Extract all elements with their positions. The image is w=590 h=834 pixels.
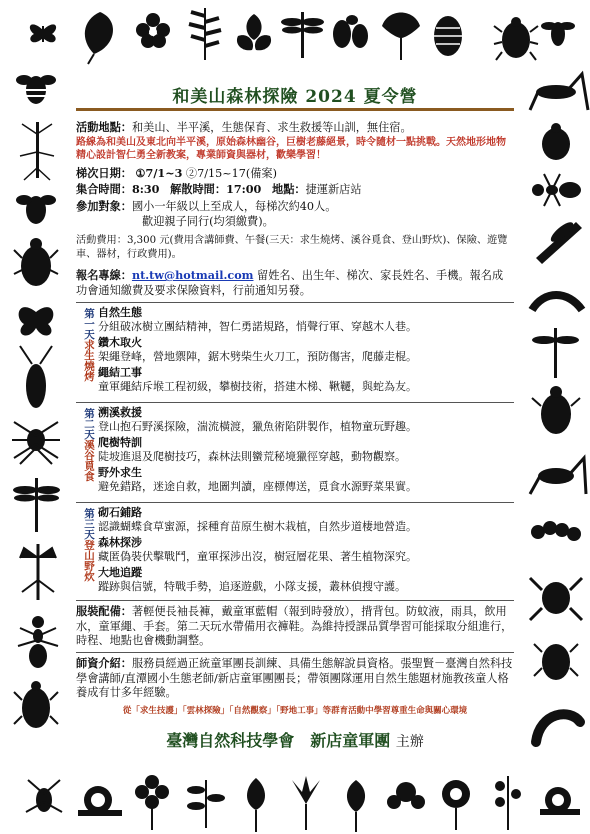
page-title: 和美山森林探險 2024 夏令營 [172, 87, 418, 107]
participants-section [76, 199, 514, 229]
participants-label: 參加對象： [76, 199, 132, 213]
day-3-theme: 登山野炊 [83, 539, 95, 582]
dates-value-2: ②7/15~17(備案) [185, 167, 277, 180]
seeds-icon [333, 15, 368, 48]
instructors-text: 服務員經過正統童軍團長訓練、具備生態解說員資格。張聖賢－臺灣自然科技學會講師/直潭國小生態老師/新店童軍團團長；帶領團隊運用自然生態題材施教孩童人格養成有廿多年經驗。 [76, 657, 513, 699]
dates-value-1: ①7/1~3 [135, 166, 183, 180]
title-divider [76, 108, 514, 111]
day-2-activity-3 [98, 466, 514, 494]
register-label: 報名專線： [76, 268, 132, 282]
millipede-icon [532, 295, 582, 310]
instructors-label: 師資介紹： [76, 656, 132, 670]
activity-desc: 陡坡進退及爬樹技巧，森林法則蠻荒秘境獵徑穿越，動物觀察。 [98, 450, 406, 463]
fee-label: 活動費用： [76, 235, 127, 246]
day-1-theme: 求生燒烤 [83, 339, 95, 382]
day-3-block [76, 506, 514, 606]
leaf-icon [85, 12, 113, 64]
section-divider-2 [76, 402, 514, 403]
day-1-block [76, 306, 514, 410]
activity-name: 森林探涉 [98, 536, 142, 549]
organizer-line [72, 728, 518, 751]
location-note: 路線為和美山及東北向半平溪，原始森林幽谷，巨樹老藤絕景，時令隨材一點挑戰。天然地形地物精心設計智仁勇全新教案，專業師資與器材，歡樂學習！ [76, 137, 506, 161]
clothing-text: 著輕便長袖長褲，戴童軍藍帽（報到時發放），揹背包。防蚊液，雨具，飲用水，童軍繩、手套。第二天玩水帶備用衣褲鞋。為維持授課品質學習可能採取分組進行，時程、地點也會機動調整。 [76, 605, 513, 647]
sprig-icon [495, 776, 521, 830]
day-2-number: 第二天 [83, 408, 95, 440]
activity-desc: 登山抱石野溪探險，湍流橫渡，獵魚術陷阱製作，植物童玩野趣。 [98, 420, 417, 433]
bee-icon [16, 75, 56, 104]
register-email-link[interactable]: nt.tw@hotmail.com [131, 268, 254, 282]
day-2-label [76, 408, 94, 482]
snail-icon [78, 786, 122, 816]
location-value: 和美山、半平溪，生態保育、求生救援等山訓，無住宿。 [131, 121, 412, 134]
top-silhouette-border [0, 0, 590, 70]
bug-icon [534, 644, 578, 680]
fly-icon [541, 22, 575, 46]
day-1-label [76, 308, 94, 382]
orchid-icon [387, 782, 425, 809]
assembly-value: 8:30 [131, 182, 160, 196]
leaf-pair-icon [347, 780, 365, 832]
dates-section [76, 166, 514, 182]
dragonfly-icon-3 [532, 328, 579, 378]
activity-desc: 童軍繩結斥堠工程初級，攀樹技術，搭建木梯、鞦韆，與蛇為友。 [98, 380, 417, 393]
flower-icon [136, 13, 170, 48]
dismiss-label: 解散時間： [170, 182, 227, 196]
ant-icon-2 [532, 174, 581, 206]
right-silhouette-border [520, 70, 590, 764]
register-section [76, 268, 514, 298]
day-3-label [76, 508, 94, 582]
beetle-icon-2 [14, 238, 58, 286]
activity-name: 自然生態 [98, 306, 142, 319]
plant-icon [187, 780, 225, 828]
left-silhouette-border [0, 70, 70, 764]
beetle-icon-3 [14, 681, 58, 728]
ant-icon [18, 616, 58, 668]
location-section [76, 120, 514, 136]
day-3-activity-3 [98, 566, 514, 594]
mantis-icon [20, 544, 56, 600]
day-1-number: 第一天 [83, 308, 95, 340]
larva-icon [536, 714, 580, 742]
day-3-activity-2 [98, 536, 514, 564]
spider-icon [12, 422, 60, 464]
activity-desc: 藏匿偽裝伏擊戰鬥，童軍探涉出沒，樹冠層花果、著生植物深究。 [98, 550, 417, 563]
organizer-name: 臺灣自然科技學會 新店童軍團 [166, 731, 391, 750]
day-1-activity-3 [98, 366, 514, 394]
day-3-number: 第三天 [83, 508, 95, 540]
section-divider-3 [76, 502, 514, 503]
activity-name: 大地追蹤 [98, 566, 142, 579]
activity-name: 野外求生 [98, 466, 142, 479]
dismiss-value: 17:00 [226, 182, 262, 196]
clothing-label: 服裝配備： [76, 604, 132, 618]
dates-label: 梯次日期： [76, 166, 132, 180]
register-value: 留姓名、出生年、梯次、家長姓名、手機。報名成功會通知繳費及要求保險資料，行前通知另發。 [76, 269, 504, 297]
ginkgo-leaf-icon [382, 13, 420, 61]
longhorn-beetle-icon [20, 346, 52, 408]
bottom-silhouette-border [0, 764, 590, 834]
stick-insect-icon [20, 122, 54, 180]
wasp-icon [536, 219, 582, 264]
section-divider-5 [76, 652, 514, 653]
section-divider-4 [76, 600, 514, 601]
spider-icon-2 [26, 780, 62, 812]
fern-icon [189, 8, 221, 60]
location-label: 活動地點： [76, 120, 132, 134]
instructors-section [76, 656, 514, 701]
grasshopper-icon [530, 74, 588, 110]
fee-value: 3,300 元(費用含講師費、午餐(三天：求生燒烤、溪谷覓食、登山野炊)、保險、遊覽車、器材，行政費用)。 [76, 235, 508, 260]
snail-icon-2 [540, 787, 580, 815]
cricket-icon [530, 458, 586, 494]
activity-desc: 分組破冰樹立團結精神，智仁勇諾規路，悄聲行軍、穿越木人巷。 [98, 320, 417, 333]
activity-desc: 架繩登峰，營地禦陣，鋸木劈柴生火刀工，預防傷害，爬藤走棍。 [98, 350, 417, 363]
bloom-icon [247, 778, 265, 832]
day-1-activity-1 [98, 306, 514, 334]
beetle-icon [494, 17, 538, 60]
moth-icon [19, 307, 54, 335]
bee-icon-2 [16, 195, 56, 224]
activity-desc: 避免錯路，迷途自救，地圖判讀，座標傳送，覓食水源野菜果實。 [98, 480, 417, 493]
activity-name: 砌石鋪路 [98, 506, 142, 519]
activity-desc: 蹤跡與信號，特戰手勢，追逐遊戲，小隊支援，叢林偵搜守護。 [98, 580, 406, 593]
day-1-activity-2 [98, 336, 514, 364]
footnote: 從「求生技護」「雲林探險」「自然觀察」「野地工事」等群育活動中學習尊重生命與關心環境 [122, 706, 468, 716]
day-2-activity-1 [98, 406, 514, 434]
day-2-block [76, 406, 514, 506]
day-3-activity-1 [98, 506, 514, 534]
frog-icon [530, 578, 582, 620]
place-label: 地點： [272, 182, 306, 196]
daisy-icon [442, 780, 470, 830]
leaves-icon [237, 14, 271, 50]
ladybug-icon [542, 123, 570, 160]
day-2-activity-2 [98, 436, 514, 464]
assembly-label: 集合時間： [76, 182, 132, 196]
activity-name: 鑽木取火 [98, 336, 142, 349]
activity-name: 爬樹特訓 [98, 436, 142, 449]
flyer-content [72, 72, 518, 762]
fee-section [76, 234, 514, 261]
dragonfly-icon-2 [13, 478, 60, 532]
caterpillar-icon [531, 521, 581, 541]
flower-icon-2 [135, 775, 169, 830]
dragonfly-icon [281, 12, 324, 58]
pinecone-icon [434, 16, 462, 56]
time-section [76, 182, 514, 198]
participants-note: 歡迎親子同行(均須繳費)。 [142, 214, 274, 228]
activity-desc: 認識蝴蝶食草蜜源，採種育苗原生樹木栽植，自然步道棲地營造。 [98, 520, 417, 533]
activity-name: 繩結工事 [98, 366, 142, 379]
place-value: 捷運新店站 [305, 183, 362, 196]
organizer-role: 主辦 [395, 734, 424, 750]
participants-value: 國小一年級以上至成人，每梯次約40人。 [131, 200, 337, 213]
butterfly-icon [30, 24, 56, 42]
activity-name: 溯溪救援 [98, 406, 142, 419]
day-2-theme: 溪谷覓食 [83, 439, 95, 482]
clothing-section [76, 604, 514, 649]
lily-icon [292, 776, 320, 830]
section-divider-1 [76, 302, 514, 303]
beetle-icon-4 [532, 386, 580, 434]
